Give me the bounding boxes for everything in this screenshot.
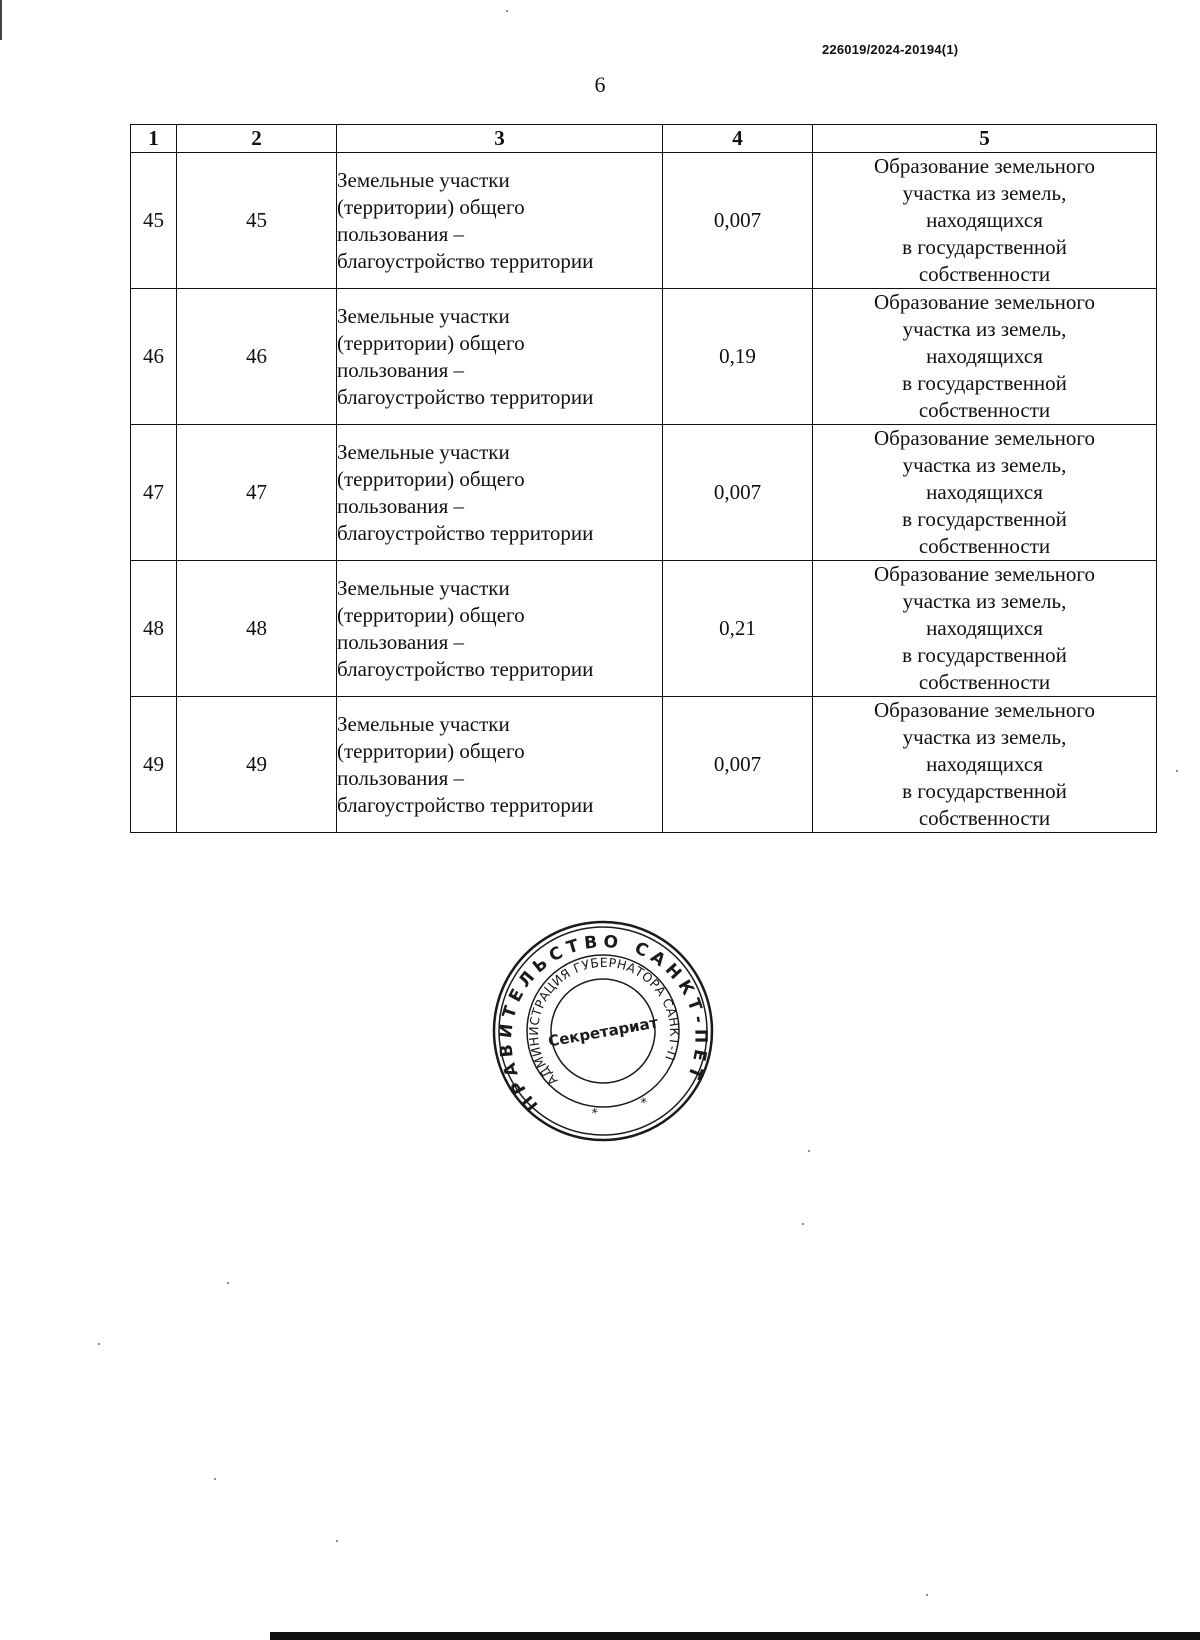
- formation-method-cell: [813, 153, 1157, 289]
- seal-star-right: *: [639, 1095, 649, 1112]
- column-header-5: 5: [813, 125, 1157, 153]
- scan-edge-mark: [0, 0, 2, 40]
- seal-star-left: *: [590, 1105, 601, 1122]
- plot-purpose-text: Земельные участки (территории) общего пользования – благоустройство территории: [337, 575, 594, 681]
- scan-speck: [506, 10, 508, 12]
- plot-number-cell: 49: [177, 697, 337, 833]
- row-number-cell: 47: [131, 425, 177, 561]
- plot-purpose-text: Земельные участки (территории) общего пользования – благоустройство территории: [337, 711, 594, 817]
- plot-purpose-text: Земельные участки (территории) общего пользования – благоустройство территории: [337, 167, 594, 273]
- scan-speck: [227, 1282, 229, 1284]
- plot-purpose-text: Земельные участки (территории) общего пользования – благоустройство территории: [337, 303, 594, 409]
- row-number-cell: 46: [131, 289, 177, 425]
- scan-speck: [214, 1478, 216, 1480]
- plot-number-cell: 47: [177, 425, 337, 561]
- official-seal-stamp: [487, 920, 719, 1142]
- page-number: 6: [594, 72, 606, 97]
- table-row: [131, 153, 1157, 289]
- formation-method-cell: [813, 425, 1157, 561]
- scan-speck: [1176, 770, 1178, 772]
- plot-purpose-cell: [337, 697, 663, 833]
- formation-method-text: Образование земельного участка из земель, находящихся в государственной собственности: [874, 698, 1095, 830]
- plot-number-cell: 45: [177, 153, 337, 289]
- scan-speck: [926, 1594, 928, 1596]
- row-number-cell: 45: [131, 153, 177, 289]
- plot-purpose-cell: [337, 425, 663, 561]
- area-cell: 0,007: [663, 153, 813, 289]
- plot-purpose-cell: [337, 153, 663, 289]
- area-cell: 0,19: [663, 289, 813, 425]
- scan-speck: [802, 1223, 804, 1225]
- formation-method-text: Образование земельного участка из земель, находящихся в государственной собственности: [874, 562, 1095, 694]
- plot-purpose-text: Земельные участки (территории) общего пользования – благоустройство территории: [337, 439, 594, 545]
- scan-speck: [336, 1540, 338, 1542]
- formation-method-cell: [813, 697, 1157, 833]
- plot-purpose-cell: [337, 561, 663, 697]
- table-row: [131, 289, 1157, 425]
- column-header-2: 2: [177, 125, 337, 153]
- formation-method-text: Образование земельного участка из земель, находящихся в государственной собственности: [874, 154, 1095, 286]
- table-row: [131, 697, 1157, 833]
- table-row: [131, 561, 1157, 697]
- seal-center-text: Секретариат: [546, 1013, 660, 1051]
- formation-method-text: Образование земельного участка из земель, находящихся в государственной собственности: [874, 290, 1095, 422]
- land-plots-table: [130, 124, 1157, 833]
- document-id: 226019/2024-20194(1): [822, 42, 959, 57]
- column-header-4: 4: [663, 125, 813, 153]
- formation-method-cell: [813, 289, 1157, 425]
- area-cell: 0,007: [663, 697, 813, 833]
- seal-inner-text: АДМИНИСТРАЦИЯ ГУБЕРНАТОРА САНКТ-ПЕТЕРБУРГА: [526, 954, 683, 1089]
- column-header-3: 3: [337, 125, 663, 153]
- table-row: [131, 425, 1157, 561]
- scan-speck: [808, 1150, 810, 1152]
- column-header-1: 1: [131, 125, 177, 153]
- formation-method-cell: [813, 561, 1157, 697]
- scan-speck: [98, 1343, 100, 1345]
- row-number-cell: 48: [131, 561, 177, 697]
- plot-number-cell: 48: [177, 561, 337, 697]
- plot-purpose-cell: [337, 289, 663, 425]
- table-header-row: [131, 125, 1157, 153]
- scan-bottom-edge: [270, 1632, 1200, 1640]
- row-number-cell: 49: [131, 697, 177, 833]
- area-cell: 0,21: [663, 561, 813, 697]
- formation-method-text: Образование земельного участка из земель, находящихся в государственной собственности: [874, 426, 1095, 558]
- seal-outer-text: ПРАВИТЕЛЬСТВО САНКТ-ПЕТЕРБУРГА: [495, 931, 711, 1115]
- area-cell: 0,007: [663, 425, 813, 561]
- plot-number-cell: 46: [177, 289, 337, 425]
